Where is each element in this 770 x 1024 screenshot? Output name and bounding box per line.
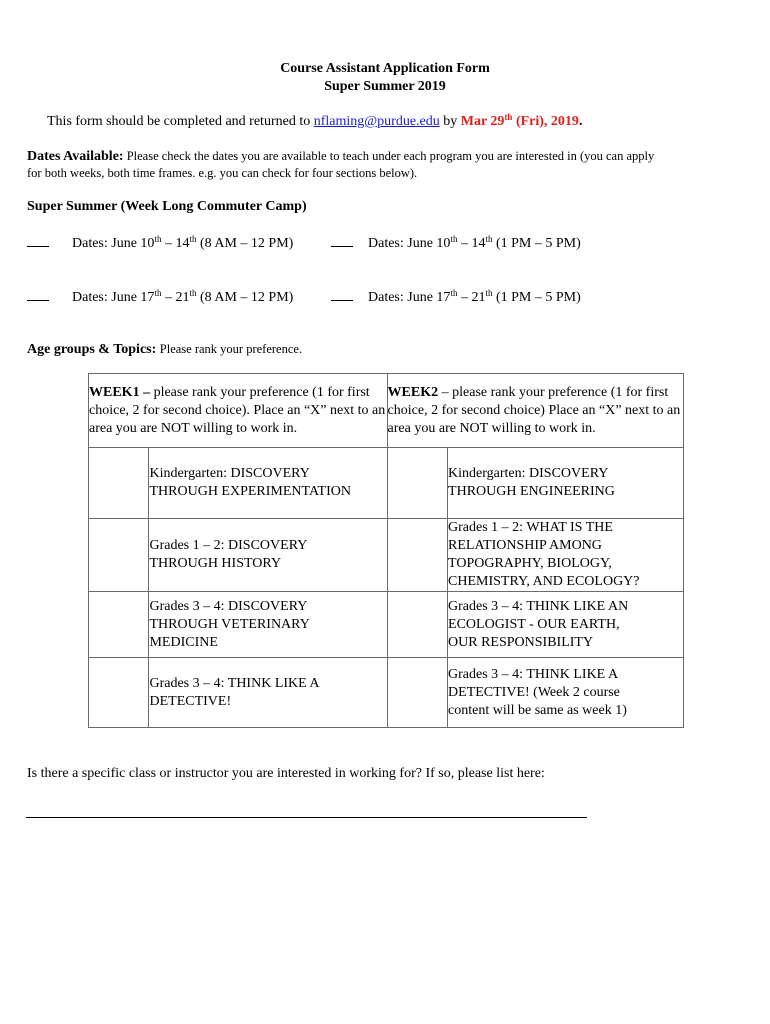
intro-by: by bbox=[439, 114, 461, 129]
date-option-4[interactable]: Dates: June 17th – 21th (1 PM – 5 PM) bbox=[331, 287, 581, 307]
camp-heading: Super Summer (Week Long Commuter Camp) bbox=[27, 199, 307, 214]
email-link[interactable]: nflaming@purdue.edu bbox=[313, 114, 440, 129]
week1-topic: Grades 1 – 2: DISCOVERY THROUGH HISTORY bbox=[149, 519, 387, 592]
week1-topic: Grades 3 – 4: DISCOVERY THROUGH VETERINARY MEDICINE bbox=[149, 592, 387, 658]
week2-topic: Grades 1 – 2: WHAT IS THE RELATIONSHIP AMONG TOPOGRAPHY, BIOLOGY, CHEMISTRY, AND ECOLOGY? bbox=[448, 519, 684, 592]
week1-rank-cell[interactable] bbox=[89, 448, 149, 519]
week1-rank-cell[interactable] bbox=[89, 592, 149, 658]
week1-rank-cell[interactable] bbox=[89, 658, 149, 728]
week2-rank-cell[interactable] bbox=[387, 448, 447, 519]
table-row bbox=[89, 592, 684, 658]
week1-topic: Grades 3 – 4: THINK LIKE A DETECTIVE! bbox=[149, 658, 387, 728]
week2-topic: Grades 3 – 4: THINK LIKE AN ECOLOGIST - OUR EARTH, OUR RESPONSIBILITY bbox=[448, 592, 684, 658]
table-row bbox=[89, 658, 684, 728]
deadline-period: . bbox=[578, 114, 583, 129]
week2-rank-cell[interactable] bbox=[387, 658, 447, 728]
checkbox-blank[interactable] bbox=[331, 233, 353, 247]
intro-text: This form should be completed and returned to bbox=[47, 114, 314, 129]
week2-rank-cell[interactable] bbox=[387, 592, 447, 658]
date-option-1[interactable]: Dates: June 10th – 14th (8 AM – 12 PM) bbox=[27, 233, 293, 253]
week2-topic: Kindergarten: DISCOVERY THROUGH ENGINEERING bbox=[448, 448, 684, 519]
specific-class-question: Is there a specific class or instructor you are interested in working for? If so, please list here: bbox=[27, 766, 545, 781]
preference-table bbox=[88, 373, 684, 728]
age-groups bbox=[27, 341, 302, 359]
checkbox-blank[interactable] bbox=[27, 233, 49, 247]
dates-available bbox=[27, 148, 747, 182]
checkbox-blank[interactable] bbox=[27, 287, 49, 301]
age-groups-instructions: Please rank your preference. bbox=[159, 342, 303, 356]
form-title: Course Assistant Application Form bbox=[280, 61, 490, 76]
week2-topic: Grades 3 – 4: THINK LIKE A DETECTIVE! (Week 2 course content will be same as week 1) bbox=[448, 658, 684, 728]
dates-available-label: Dates Available: bbox=[27, 149, 124, 164]
dates-instructions-line2: for both weeks, both time frames. e.g. you can check for four sections below). bbox=[27, 166, 418, 180]
answer-line[interactable] bbox=[26, 817, 587, 818]
deadline: Mar 29th (Fri), 2019 bbox=[460, 112, 579, 129]
date-option-3[interactable]: Dates: June 17th – 21th (8 AM – 12 PM) bbox=[27, 287, 293, 307]
week2-rank-cell[interactable] bbox=[387, 519, 447, 592]
age-groups-label: Age groups & Topics: bbox=[27, 342, 157, 357]
table-row bbox=[89, 448, 684, 519]
form-subtitle: Super Summer 2019 bbox=[324, 79, 446, 94]
checkbox-blank[interactable] bbox=[331, 287, 353, 301]
week1-topic: Kindergarten: DISCOVERY THROUGH EXPERIMENTATION bbox=[149, 448, 387, 519]
intro-line bbox=[47, 113, 582, 131]
week1-rank-cell[interactable] bbox=[89, 519, 149, 592]
date-option-2[interactable]: Dates: June 10th – 14th (1 PM – 5 PM) bbox=[331, 233, 581, 253]
table-row bbox=[89, 519, 684, 592]
dates-instructions-line1: Please check the dates you are available to teach under each program you are interested in (you can apply bbox=[126, 149, 655, 163]
week1-header: WEEK1 – please rank your preference (1 for first choice, 2 for second choice). Place an “X” next to an area you are NOT willing to work in. bbox=[89, 374, 388, 448]
week2-header: WEEK2 – please rank your preference (1 for first choice, 2 for second choice) Place an “X” next to an area you are NOT willing to work in. bbox=[387, 374, 683, 448]
